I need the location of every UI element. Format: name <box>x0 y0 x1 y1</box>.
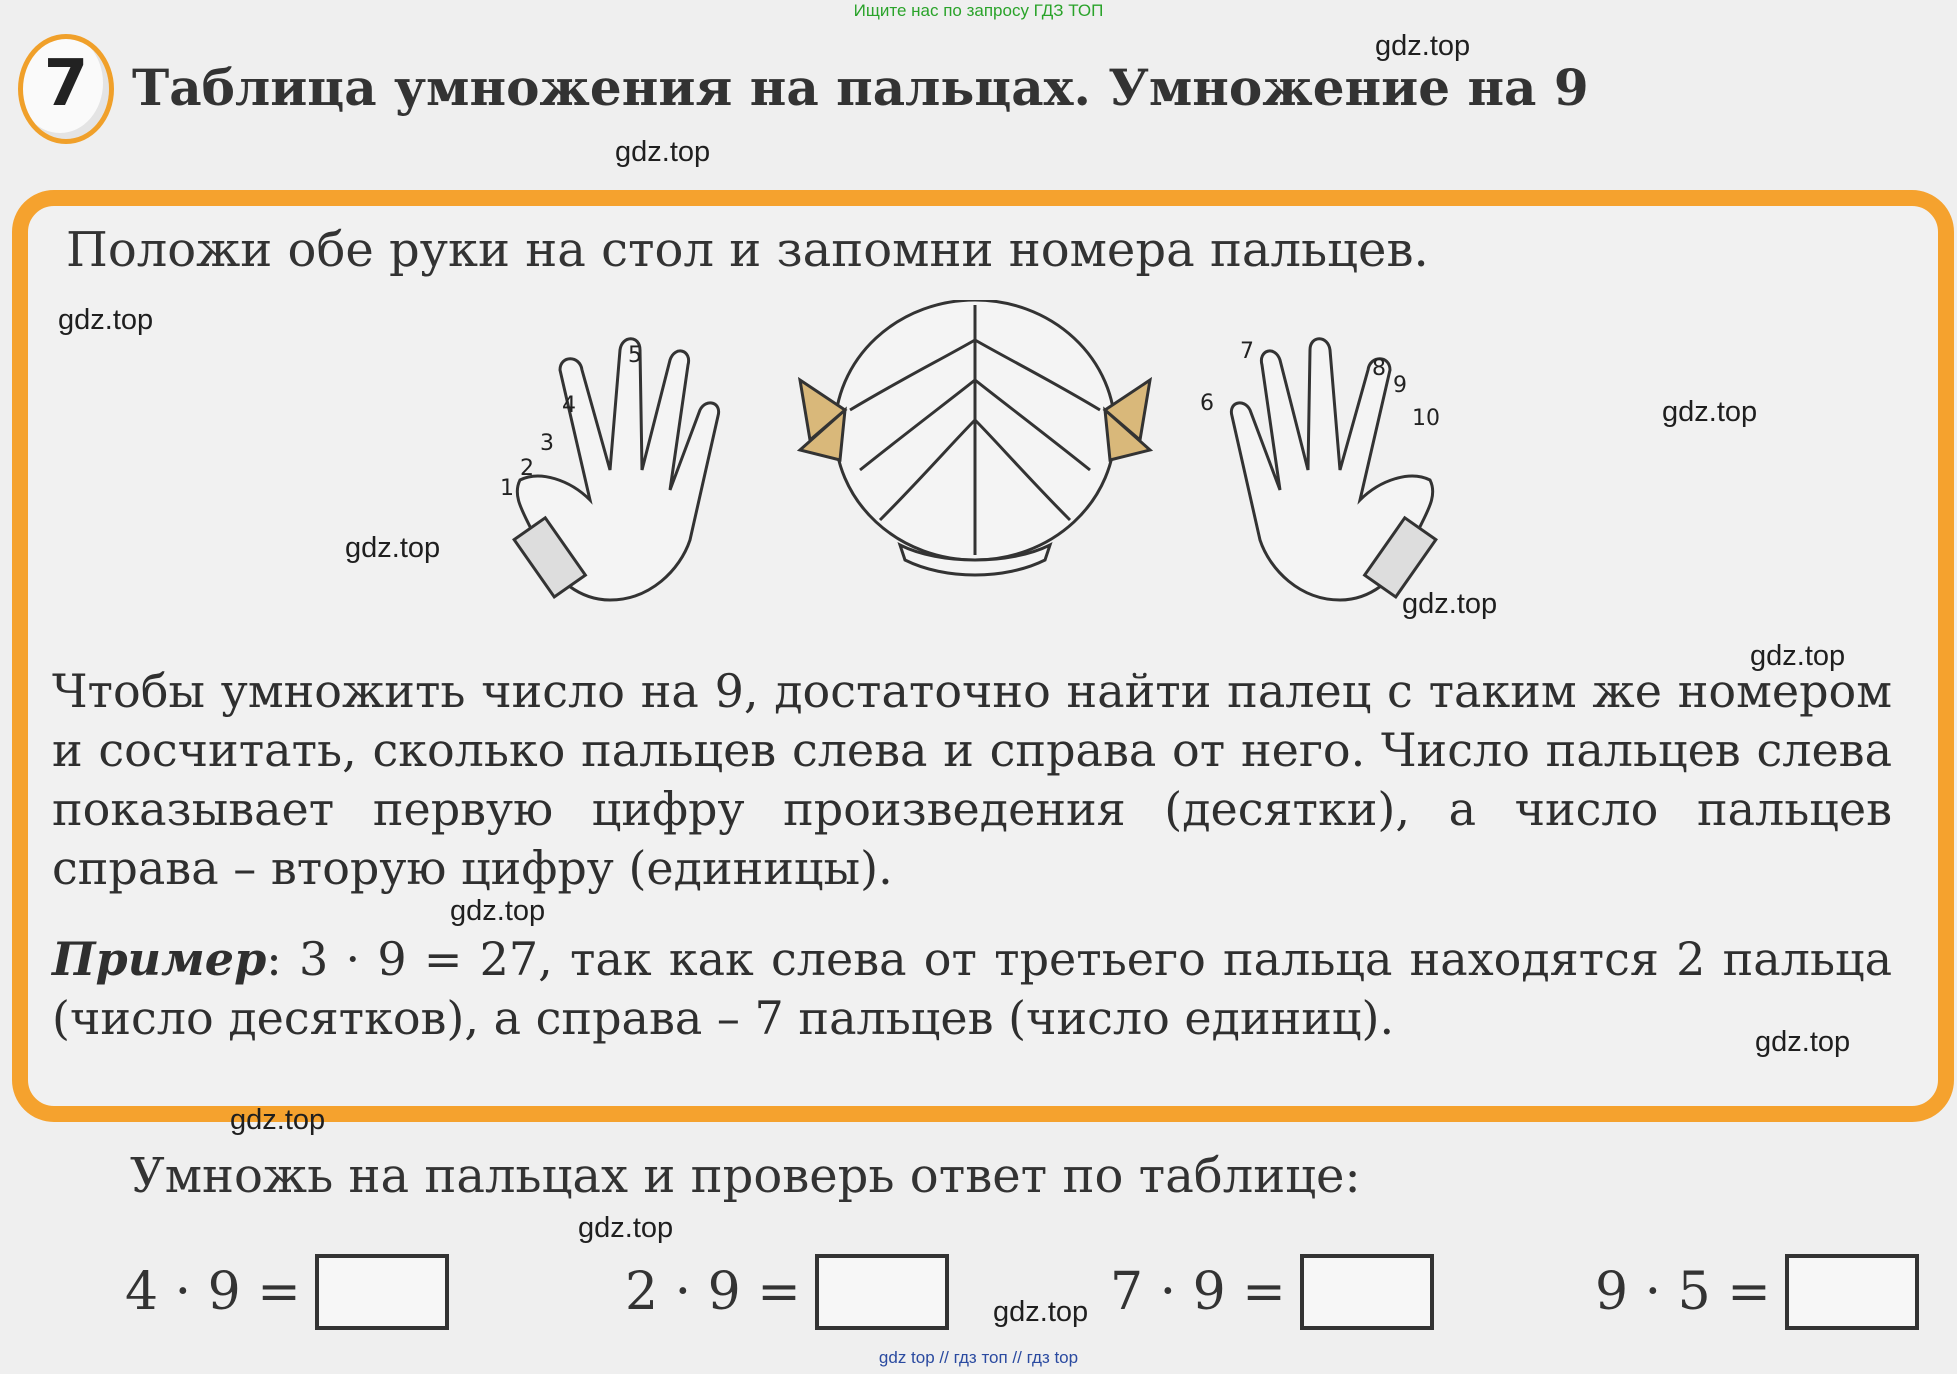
watermark: gdz.top <box>230 1104 326 1136</box>
exercise-2-expression: 2 · 9 = <box>625 1262 801 1322</box>
finger-number-4: 4 <box>562 393 576 418</box>
example-body: : 3 · 9 = 27, так как слева от третьего пальца находятся 2 пальца (число десятков), а справа – 7 пальцев (число единиц). <box>52 932 1892 1045</box>
finger-number-1: 1 <box>500 476 514 501</box>
finger-number-10: 10 <box>1412 406 1440 431</box>
watermark: gdz.top <box>1750 640 1846 672</box>
watermark: gdz.top <box>615 136 711 168</box>
page-title: Таблица умножения на пальцах. Умножение на 9 <box>132 58 1589 117</box>
example-text <box>52 930 1892 1048</box>
watermark: gdz.top <box>345 532 441 564</box>
intro-text: Положи обе руки на стол и запомни номера пальцев. <box>66 222 1429 278</box>
task-number-badge <box>18 34 114 144</box>
rule-text: Чтобы умножить число на 9, достаточно найти палец с таким же номером и сосчитать, сколько пальцев слева и справа от него. Число пальцев слева показывает первую цифру произведения (десятки), а число пальцев справа – вторую цифру (единицы). <box>52 664 1892 895</box>
exercise-4-answer-box[interactable] <box>1785 1254 1919 1330</box>
exercise-3 <box>1110 1254 1434 1330</box>
exercise-3-expression: 7 · 9 = <box>1110 1262 1286 1322</box>
finger-number-6: 6 <box>1200 391 1214 416</box>
exercise-1-expression: 4 · 9 = <box>125 1262 301 1322</box>
finger-number-5: 5 <box>628 343 642 368</box>
watermark: gdz.top <box>58 304 154 336</box>
finger-number-2: 2 <box>520 456 534 481</box>
task-text: Умножь на пальцах и проверь ответ по таблице: <box>130 1148 1361 1204</box>
watermark: gdz.top <box>450 895 546 927</box>
left-hand <box>514 339 719 600</box>
girl-head <box>800 300 1150 575</box>
exercise-4 <box>1595 1254 1919 1330</box>
watermark: gdz.top <box>1402 588 1498 620</box>
hands-illustration <box>500 300 1450 640</box>
watermark: gdz.top <box>1375 30 1471 62</box>
finger-number-3: 3 <box>540 431 554 456</box>
exercise-2-answer-box[interactable] <box>815 1254 949 1330</box>
finger-number-8: 8 <box>1372 356 1386 381</box>
task-number: 7 <box>43 47 89 121</box>
watermark: gdz.top <box>1755 1026 1851 1058</box>
bottom-banner[interactable]: gdz top // гдз топ // гдз top <box>878 1348 1079 1367</box>
exercise-4-expression: 9 · 5 = <box>1595 1262 1771 1322</box>
exercise-1 <box>125 1254 449 1330</box>
watermark: gdz.top <box>578 1212 674 1244</box>
top-banner[interactable]: Ищите нас по запросу ГДЗ ТОП <box>853 1 1104 20</box>
example-label: Пример <box>52 932 267 986</box>
finger-number-7: 7 <box>1240 339 1254 364</box>
exercise-1-answer-box[interactable] <box>315 1254 449 1330</box>
exercise-3-answer-box[interactable] <box>1300 1254 1434 1330</box>
exercise-2 <box>625 1254 949 1330</box>
finger-number-9: 9 <box>1393 373 1407 398</box>
watermark: gdz.top <box>993 1296 1089 1328</box>
watermark: gdz.top <box>1662 396 1758 428</box>
